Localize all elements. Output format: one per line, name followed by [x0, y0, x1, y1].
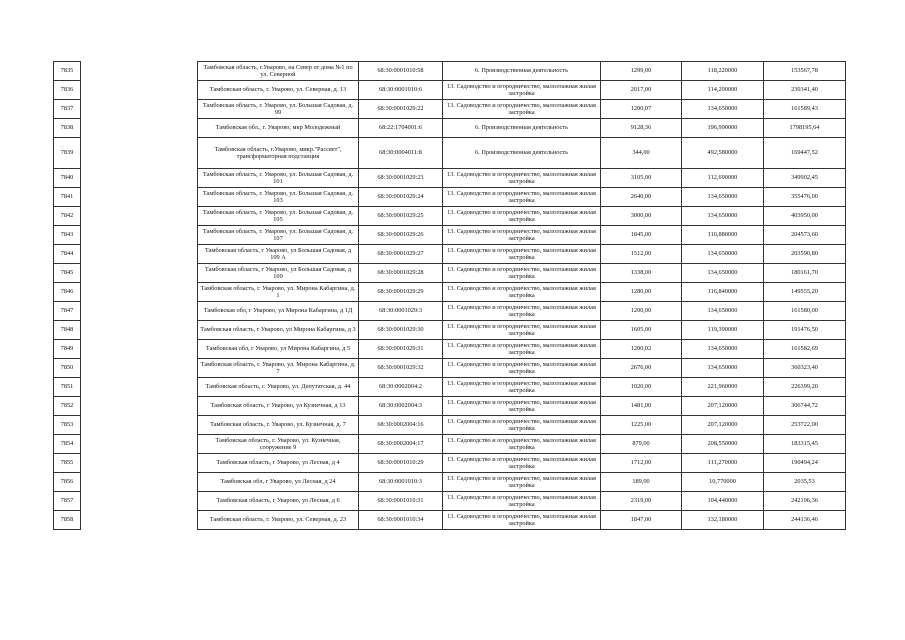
land-use-cell: 6. Производственная деятельность [443, 138, 601, 169]
spacer-cell [81, 321, 198, 340]
table-row [54, 245, 846, 264]
spacer-cell [81, 100, 198, 119]
row-number-cell: 7855 [54, 454, 81, 473]
area-cell: 9128,36 [601, 119, 682, 138]
spacer-cell [81, 340, 198, 359]
table-row [54, 62, 846, 81]
address-cell: Тамбовская область, г Уварово, ул Большая Садовая, д 109 [198, 264, 359, 283]
address-cell: Тамбовская область, г Уварово, ул Большая Садовая, д 109 А [198, 245, 359, 264]
specific-value-cell: 110,880000 [682, 226, 764, 245]
address-cell: Тамбовская область, г. Уварово, ул. Большая Садовая, д. 99 [198, 100, 359, 119]
specific-value-cell: 134,650000 [682, 245, 764, 264]
specific-value-cell: 134,650000 [682, 302, 764, 321]
cadastral-value-cell: 244136,46 [764, 511, 846, 530]
specific-value-cell: 208,550000 [682, 435, 764, 454]
spacer-cell [81, 359, 198, 378]
address-cell: Тамбовская область, г. Уварово, ул. Кузнечная, сооружение 9 [198, 435, 359, 454]
specific-value-cell: 112,690000 [682, 169, 764, 188]
cadastral-value-cell: 149555,20 [764, 283, 846, 302]
cadastral-number-cell: 68:30:0002004:17 [359, 435, 443, 454]
cadastral-number-cell: 68:30:0001010:58 [359, 62, 443, 81]
spacer-cell [81, 492, 198, 511]
row-number-cell: 7843 [54, 226, 81, 245]
cadastral-number-cell: 68:30:0001010:31 [359, 492, 443, 511]
specific-value-cell: 134,650000 [682, 340, 764, 359]
row-number-cell: 7856 [54, 473, 81, 492]
row-number-cell: 7857 [54, 492, 81, 511]
table-row [54, 340, 846, 359]
area-cell: 1299,00 [601, 62, 682, 81]
address-cell: Тамбовская обл, г Уварово, ул Лесная, д 24 [198, 473, 359, 492]
cadastral-value-cell: 161580,00 [764, 302, 846, 321]
land-use-cell: 13. Садоводство и огородничество, малоэтажная жилая застройка [443, 454, 601, 473]
address-cell: Тамбовская область, г.Уварово, микр."Рассвет", трансформаторная подстанция [198, 138, 359, 169]
table-row [54, 473, 846, 492]
address-cell: Тамбовская область, г. Уварово, ул. Большая Садовая, д. 105 [198, 207, 359, 226]
address-cell: Тамбовская область, г. Уварово, ул. Северная, д. 23 [198, 511, 359, 530]
table-row [54, 416, 846, 435]
cadastral-number-cell: 68:30:0001029:29 [359, 283, 443, 302]
cadastral-number-cell: 68:30:0001029:24 [359, 188, 443, 207]
area-cell: 1512,00 [601, 245, 682, 264]
row-number-cell: 7846 [54, 283, 81, 302]
specific-value-cell: 207,120000 [682, 416, 764, 435]
area-cell: 2319,00 [601, 492, 682, 511]
specific-value-cell: 111,270000 [682, 454, 764, 473]
cadastral-value-table [53, 61, 846, 530]
row-number-cell: 7838 [54, 119, 81, 138]
area-cell: 1200,07 [601, 100, 682, 119]
cadastral-value-cell: 1798195,64 [764, 119, 846, 138]
table-row [54, 100, 846, 119]
address-cell: Тамбовская область, г. Уварово, ул. Северная, д. 13 [198, 81, 359, 100]
table-row [54, 207, 846, 226]
area-cell: 1200,02 [601, 340, 682, 359]
land-use-cell: 13. Садоводство и огородничество, малоэтажная жилая застройка [443, 226, 601, 245]
spacer-cell [81, 397, 198, 416]
table-row [54, 226, 846, 245]
address-cell: Тамбовская область, г. Уварово, ул. Мирона Кабаргина, д. 1 [198, 283, 359, 302]
address-cell: Тамбовская область, г Уварово, ул Лесная, д 6 [198, 492, 359, 511]
specific-value-cell: 207,120000 [682, 397, 764, 416]
area-cell: 1847,00 [601, 511, 682, 530]
area-cell: 2017,00 [601, 81, 682, 100]
address-cell: Тамбовская область, г. Уварово, ул. Кузнечная, д. 7 [198, 416, 359, 435]
table-row [54, 283, 846, 302]
area-cell: 1845,00 [601, 226, 682, 245]
cadastral-value-cell: 253722,00 [764, 416, 846, 435]
row-number-cell: 7836 [54, 81, 81, 100]
land-use-cell: 13. Садоводство и огородничество, малоэтажная жилая застройка [443, 188, 601, 207]
row-number-cell: 7850 [54, 359, 81, 378]
cadastral-value-cell: 161589,43 [764, 100, 846, 119]
row-number-cell: 7835 [54, 62, 81, 81]
table-row [54, 378, 846, 397]
cadastral-value-cell: 230341,40 [764, 81, 846, 100]
table-row [54, 359, 846, 378]
cadastral-number-cell: 68:30:0001010:3 [359, 473, 443, 492]
table-row [54, 188, 846, 207]
land-use-cell: 13. Садоводство и огородничество, малоэтажная жилая застройка [443, 100, 601, 119]
row-number-cell: 7844 [54, 245, 81, 264]
address-cell: Тамбовская область, г Уварово, ул Кузнечная, д 13 [198, 397, 359, 416]
table-row [54, 138, 846, 169]
land-use-cell: 13. Садоводство и огородничество, малоэтажная жилая застройка [443, 81, 601, 100]
cadastral-number-cell: 68:30:0002004:3 [359, 397, 443, 416]
land-use-cell: 13. Садоводство и огородничество, малоэтажная жилая застройка [443, 359, 601, 378]
specific-value-cell: 196,990000 [682, 119, 764, 138]
area-cell: 1200,00 [601, 302, 682, 321]
area-cell: 1225,00 [601, 416, 682, 435]
cadastral-number-cell: 68:30:0001029:22 [359, 100, 443, 119]
area-cell: 1481,00 [601, 397, 682, 416]
spacer-cell [81, 264, 198, 283]
area-cell: 1338,00 [601, 264, 682, 283]
land-use-cell: 13. Садоводство и огородничество, малоэтажная жилая застройка [443, 397, 601, 416]
cadastral-number-cell: 68:30:0001029:3 [359, 302, 443, 321]
address-cell: Тамбовская область, г Уварово, ул Мирона Кабаргина, д 3 [198, 321, 359, 340]
cadastral-number-cell: 68:30:0001010:34 [359, 511, 443, 530]
land-use-cell: 13. Садоводство и огородничество, малоэтажная жилая застройка [443, 321, 601, 340]
spacer-cell [81, 226, 198, 245]
spacer-cell [81, 62, 198, 81]
area-cell: 189,00 [601, 473, 682, 492]
cadastral-number-cell: 68:30:0001010:29 [359, 454, 443, 473]
row-number-cell: 7842 [54, 207, 81, 226]
cadastral-number-cell: 68:30:0001029:30 [359, 321, 443, 340]
table-row [54, 302, 846, 321]
area-cell: 1605,00 [601, 321, 682, 340]
address-cell: Тамбовская область, г. Уварово, ул. Депутатская, д. 44 [198, 378, 359, 397]
row-number-cell: 7858 [54, 511, 81, 530]
table-row [54, 492, 846, 511]
area-cell: 3105,00 [601, 169, 682, 188]
specific-value-cell: 134,650000 [682, 188, 764, 207]
specific-value-cell: 104,440000 [682, 492, 764, 511]
row-number-cell: 7853 [54, 416, 81, 435]
cadastral-number-cell: 68:30:0001010:6 [359, 81, 443, 100]
row-number-cell: 7851 [54, 378, 81, 397]
spacer-cell [81, 138, 198, 169]
table-body [54, 62, 846, 530]
cadastral-value-cell: 2035,53 [764, 473, 846, 492]
land-use-cell: 13. Садоводство и огородничество, малоэтажная жилая застройка [443, 511, 601, 530]
cadastral-value-cell: 403950,00 [764, 207, 846, 226]
row-number-cell: 7847 [54, 302, 81, 321]
row-number-cell: 7837 [54, 100, 81, 119]
specific-value-cell: 134,650000 [682, 207, 764, 226]
land-use-cell: 13. Садоводство и огородничество, малоэтажная жилая застройка [443, 245, 601, 264]
cadastral-number-cell: 68:30:0001029:26 [359, 226, 443, 245]
cadastral-value-cell: 306744,72 [764, 397, 846, 416]
area-cell: 1712,00 [601, 454, 682, 473]
cadastral-number-cell: 68:30:0002004:16 [359, 416, 443, 435]
area-cell: 1280,00 [601, 283, 682, 302]
spacer-cell [81, 119, 198, 138]
row-number-cell: 7848 [54, 321, 81, 340]
land-use-cell: 6. Производственная деятельность [443, 62, 601, 81]
address-cell: Тамбовская обл., г. Уварово, мкр Молодежный [198, 119, 359, 138]
address-cell: Тамбовская область, г. Уварово, ул. Мирона Кабаргина, д. 7 [198, 359, 359, 378]
land-use-cell: 13. Садоводство и огородничество, малоэтажная жилая застройка [443, 207, 601, 226]
cadastral-value-cell: 180161,70 [764, 264, 846, 283]
area-cell: 344,00 [601, 138, 682, 169]
row-number-cell: 7840 [54, 169, 81, 188]
specific-value-cell: 221,960000 [682, 378, 764, 397]
spacer-cell [81, 188, 198, 207]
land-use-cell: 13. Садоводство и огородничество, малоэтажная жилая застройка [443, 264, 601, 283]
area-cell: 1020,00 [601, 378, 682, 397]
table-row [54, 81, 846, 100]
cadastral-value-cell: 190494,24 [764, 454, 846, 473]
specific-value-cell: 132,180000 [682, 511, 764, 530]
spacer-cell [81, 378, 198, 397]
cadastral-value-cell: 203590,80 [764, 245, 846, 264]
row-number-cell: 7845 [54, 264, 81, 283]
cadastral-value-cell: 360323,40 [764, 359, 846, 378]
cadastral-value-cell: 153567,78 [764, 62, 846, 81]
land-use-cell: 6. Производственная деятельность [443, 119, 601, 138]
spacer-cell [81, 81, 198, 100]
spacer-cell [81, 435, 198, 454]
cadastral-value-cell: 242196,36 [764, 492, 846, 511]
cadastral-value-cell: 191476,50 [764, 321, 846, 340]
address-cell: Тамбовская область, г. Уварово, ул. Большая Садовая, д. 107 [198, 226, 359, 245]
cadastral-number-cell: 68:30:0001029:27 [359, 245, 443, 264]
specific-value-cell: 116,840000 [682, 283, 764, 302]
land-use-cell: 13. Садоводство и огородничество, малоэтажная жилая застройка [443, 340, 601, 359]
cadastral-value-cell: 355476,00 [764, 188, 846, 207]
cadastral-number-cell: 68:30:0001029:25 [359, 207, 443, 226]
cadastral-value-cell: 226399,20 [764, 378, 846, 397]
table-row [54, 511, 846, 530]
spacer-cell [81, 169, 198, 188]
spacer-cell [81, 302, 198, 321]
table-row [54, 454, 846, 473]
spacer-cell [81, 416, 198, 435]
land-use-cell: 13. Садоводство и огородничество, малоэтажная жилая застройка [443, 492, 601, 511]
address-cell: Тамбовская область, г. Уварово, ул. Большая Садовая, д. 101 [198, 169, 359, 188]
area-cell: 2676,00 [601, 359, 682, 378]
spacer-cell [81, 283, 198, 302]
table-row [54, 264, 846, 283]
address-cell: Тамбовская область, г Уварово, ул Лесная, д 4 [198, 454, 359, 473]
address-cell: Тамбовская область, г.Уварово, на Север от дома №1 по ул. Северной [198, 62, 359, 81]
cadastral-number-cell: 68:30:0001029:23 [359, 169, 443, 188]
cadastral-value-cell: 204573,60 [764, 226, 846, 245]
land-use-cell: 13. Садоводство и огородничество, малоэтажная жилая застройка [443, 473, 601, 492]
specific-value-cell: 134,650000 [682, 264, 764, 283]
specific-value-cell: 134,650000 [682, 359, 764, 378]
spacer-cell [81, 245, 198, 264]
cadastral-value-cell: 169447,52 [764, 138, 846, 169]
land-use-cell: 13. Садоводство и огородничество, малоэтажная жилая застройка [443, 378, 601, 397]
specific-value-cell: 492,580000 [682, 138, 764, 169]
specific-value-cell: 118,220000 [682, 62, 764, 81]
cadastral-number-cell: 68:30:0002004:2 [359, 378, 443, 397]
spacer-cell [81, 473, 198, 492]
land-use-cell: 13. Садоводство и огородничество, малоэтажная жилая застройка [443, 302, 601, 321]
row-number-cell: 7841 [54, 188, 81, 207]
specific-value-cell: 114,200000 [682, 81, 764, 100]
cadastral-number-cell: 68:30:0004011:8 [359, 138, 443, 169]
address-cell: Тамбовская область, г. Уварово, ул. Большая Садовая, д. 103 [198, 188, 359, 207]
table-row [54, 119, 846, 138]
spacer-cell [81, 454, 198, 473]
table-row [54, 169, 846, 188]
specific-value-cell: 10,770000 [682, 473, 764, 492]
table-row [54, 435, 846, 454]
area-cell: 3000,00 [601, 207, 682, 226]
address-cell: Тамбовская обл, г Уварово, ул Мирона Кабаргина, д 5 [198, 340, 359, 359]
cadastral-number-cell: 68:30:0001029:28 [359, 264, 443, 283]
table-row [54, 397, 846, 416]
row-number-cell: 7852 [54, 397, 81, 416]
row-number-cell: 7849 [54, 340, 81, 359]
table-row [54, 321, 846, 340]
area-cell: 2640,00 [601, 188, 682, 207]
spacer-cell [81, 207, 198, 226]
cadastral-value-cell: 183315,45 [764, 435, 846, 454]
cadastral-value-cell: 349902,45 [764, 169, 846, 188]
area-cell: 879,00 [601, 435, 682, 454]
land-use-cell: 13. Садоводство и огородничество, малоэтажная жилая застройка [443, 283, 601, 302]
land-use-cell: 13. Садоводство и огородничество, малоэтажная жилая застройка [443, 435, 601, 454]
specific-value-cell: 134,650000 [682, 100, 764, 119]
land-use-cell: 13. Садоводство и огородничество, малоэтажная жилая застройка [443, 416, 601, 435]
specific-value-cell: 119,390000 [682, 321, 764, 340]
row-number-cell: 7839 [54, 138, 81, 169]
spacer-cell [81, 511, 198, 530]
cadastral-number-cell: 68:30:0001029:31 [359, 340, 443, 359]
address-cell: Тамбовская обл, г Уварово, ул Мирона Кабаргина, д 1Д [198, 302, 359, 321]
cadastral-number-cell: 68:30:0001029:32 [359, 359, 443, 378]
cadastral-value-cell: 161582,69 [764, 340, 846, 359]
row-number-cell: 7854 [54, 435, 81, 454]
cadastral-number-cell: 68:22:1704001:6 [359, 119, 443, 138]
land-use-cell: 13. Садоводство и огородничество, малоэтажная жилая застройка [443, 169, 601, 188]
